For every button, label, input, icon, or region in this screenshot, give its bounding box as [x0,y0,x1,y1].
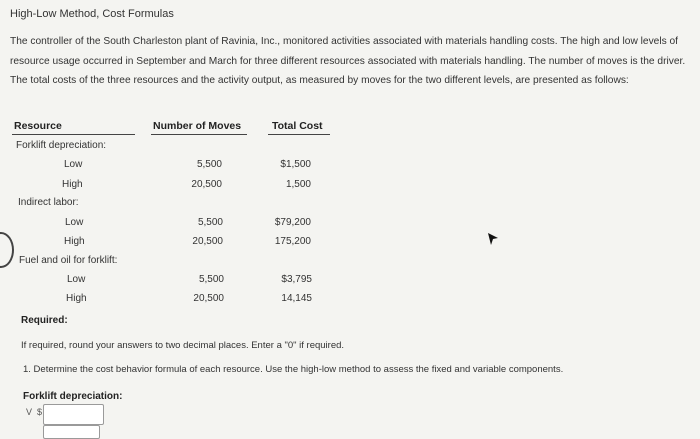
row-moves: 5,500 [197,217,223,228]
next-answer-input[interactable] [43,425,100,439]
section-label: Forklift depreciation: [23,391,123,402]
row-cost: 1,500 [285,179,311,190]
header-rule-resource [12,134,135,135]
problem-intro: The controller of the South Charleston plant of Ravinia, Inc., monitored activities associated with materials handling costs. The high and low levels of resource usage occurred in September and March for three different resources associated with materials handling. The number of moves is the driver. The total costs of the three resources and the activity output, as measured by moves for the two different levels, are presented as follows: [10,36,686,86]
required-heading: Required: [21,315,68,326]
row-cost: 14,145 [281,293,312,304]
row-cost: 175,200 [274,236,311,247]
group-label: Fuel and oil for forklift: [19,255,118,266]
column-header-resource: Resource [14,120,62,132]
group-label: Forklift depreciation: [16,140,107,151]
row-moves: 20,500 [193,293,224,304]
instruction-note: If required, round your answers to two decimal places. Enter a "0" if required. [21,340,345,351]
variable-label: V [26,407,33,417]
row-level: Low [64,159,83,170]
header-rule-cost [268,134,330,135]
row-level: High [66,293,87,304]
currency-symbol: $ [37,407,43,417]
column-header-moves: Number of Moves [153,120,242,132]
row-moves: 5,500 [198,274,224,285]
row-cost: $79,200 [274,217,311,228]
row-cost: $3,795 [281,274,312,285]
row-moves: 20,500 [191,179,222,190]
page-title: High-Low Method, Cost Formulas [10,8,174,20]
row-moves: 5,500 [196,159,222,170]
column-header-cost: Total Cost [272,120,323,132]
mouse-pointer-icon [487,232,499,246]
margin-bracket [0,232,14,268]
question-1: 1. Determine the cost behavior formula of each resource. Use the high-low method to assess the fixed and variable components. [23,364,564,375]
row-cost: $1,500 [280,159,311,170]
row-level: Low [65,217,84,228]
row-moves: 20,500 [192,236,223,247]
row-level: High [64,236,85,247]
header-rule-moves [151,134,247,135]
variable-rate-input[interactable] [43,404,104,425]
row-level: High [62,179,83,190]
row-level: Low [67,274,86,285]
group-label: Indirect labor: [18,197,79,208]
